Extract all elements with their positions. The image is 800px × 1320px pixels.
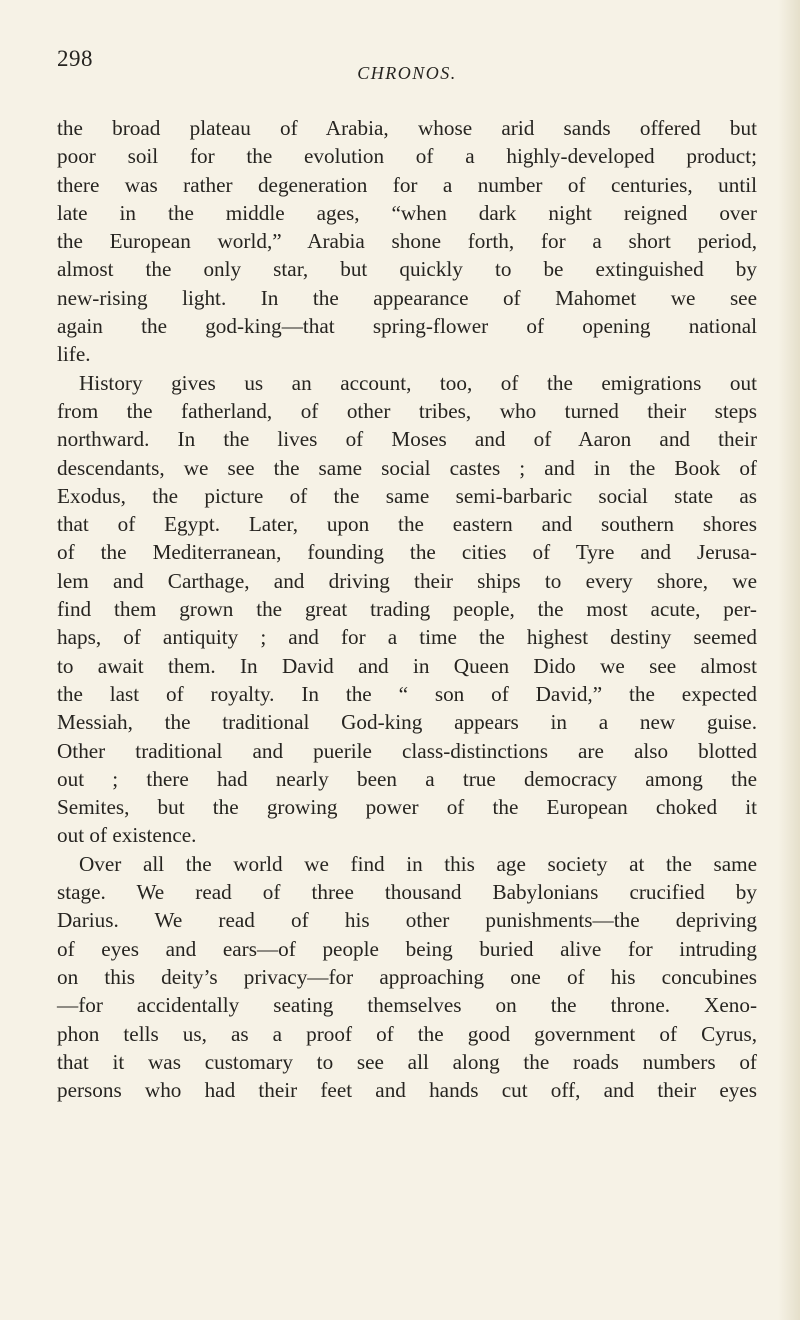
text-line: poor soil for the evolution of a highly-developed product; (57, 144, 757, 169)
text-line: stage. We read of three thousand Babylonians crucified by (57, 880, 757, 905)
text-line: new-rising light. In the appearance of Mahomet we see (57, 285, 757, 310)
text-line: of the Mediterranean, founding the cities of Tyre and Jerusa- (57, 540, 757, 565)
text-line: Other traditional and puerile class-distinctions are also blotted (57, 738, 757, 763)
text-line: almost the only star, but quickly to be extinguished by (57, 257, 757, 282)
text-line: History gives us an account, too, of the emigrations out (79, 370, 757, 395)
text-line: again the god-king—that spring-flower of opening national (57, 314, 757, 339)
text-line: the broad plateau of Arabia, whose arid sands offered but (57, 116, 757, 140)
page-number: 298 (57, 46, 93, 71)
page-header (57, 46, 757, 86)
text-line: that it was customary to see all along the roads numbers of (57, 1049, 757, 1074)
text-line: the last of royalty. In the “ son of David,” the expected (57, 681, 757, 706)
text-line: on this deity’s privacy—for approaching one of his concubines (57, 964, 757, 989)
body-text (57, 114, 757, 1104)
text-line: to await them. In David and in Queen Dido we see almost (57, 653, 757, 678)
text-line: Messiah, the traditional God-king appears in a new guise. (57, 710, 757, 735)
text-line: descendants, we see the same social castes ; and in the Book of (57, 455, 757, 480)
text-line: phon tells us, as a proof of the good government of Cyrus, (57, 1021, 757, 1046)
text-line: persons who had their feet and hands cut off, and their eyes (57, 1078, 757, 1103)
text-line: find them grown the great trading people, the most acute, per- (57, 597, 757, 622)
text-line: haps, of antiquity ; and for a time the highest destiny seemed (57, 625, 757, 650)
text-line: life. (57, 342, 91, 367)
text-line: there was rather degeneration for a number of centuries, until (57, 172, 757, 197)
text-line: of eyes and ears—of people being buried alive for intruding (57, 936, 757, 961)
text-line: lem and Carthage, and driving their ships to every shore, we (57, 568, 757, 593)
text-line: Darius. We read of his other punishments—the depriving (57, 908, 757, 933)
text-line: out ; there had nearly been a true democracy among the (57, 766, 757, 791)
text-line: that of Egypt. Later, upon the eastern and southern shores (57, 512, 757, 537)
page-edge-shadow (778, 0, 800, 1320)
text-line: northward. In the lives of Moses and of Aaron and their (57, 427, 757, 452)
text-line: from the fatherland, of other tribes, who turned their steps (57, 398, 757, 423)
running-title: CHRONOS. (357, 63, 457, 83)
text-line: Over all the world we find in this age society at the same (79, 851, 757, 876)
text-line: Exodus, the picture of the same semi-barbaric social state as (57, 483, 757, 508)
text-line: Semites, but the growing power of the European choked it (57, 795, 757, 820)
text-line: out of existence. (57, 823, 197, 848)
text-line: —for accidentally seating themselves on the throne. Xeno- (57, 993, 757, 1018)
text-line: late in the middle ages, “when dark night reigned over (57, 200, 757, 225)
text-line: the European world,” Arabia shone forth, for a short period, (57, 229, 757, 254)
